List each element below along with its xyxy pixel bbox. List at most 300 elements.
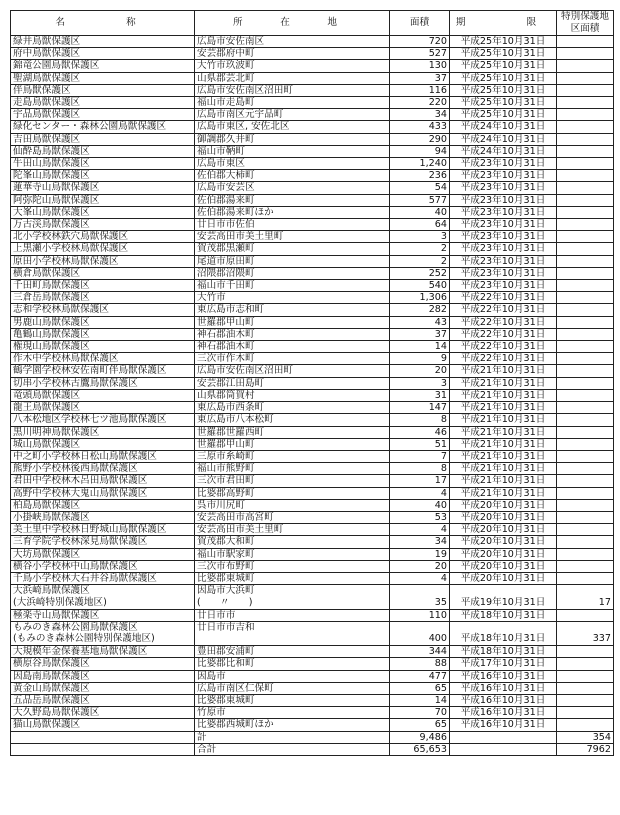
special-area [557, 109, 614, 121]
table-row [11, 231, 614, 243]
reserve-period: 平成22年10月31日 [450, 292, 557, 304]
reserve-name: 因島南鳥獣保護区 [11, 670, 195, 682]
reserve-period: 平成25年10月31日 [450, 84, 557, 96]
table-row [11, 572, 614, 584]
header-name: 名 称 [11, 11, 195, 36]
reserve-location: 三次市君田町 [195, 475, 390, 487]
special-area [557, 511, 614, 523]
special-area [557, 658, 614, 670]
reserve-period: 平成22年10月31日 [450, 328, 557, 340]
reserve-location: 東広島市八本松町 [195, 414, 390, 426]
reserve-name: 千田町鳥獣保護区 [11, 280, 195, 292]
reserve-area: 540 [390, 280, 450, 292]
table-row [11, 133, 614, 145]
reserve-name: 亀鶴山鳥獣保護区 [11, 328, 195, 340]
reserve-location: 安芸高田市美土里町 [195, 524, 390, 536]
reserve-name-line: 大浜崎鳥獣保護区 [13, 585, 90, 597]
special-area [557, 48, 614, 60]
reserve-location: 三原市糸崎町 [195, 450, 390, 462]
reserve-area: 2 [390, 243, 450, 255]
reserve-name: 万古渓鳥獣保護区 [11, 219, 195, 231]
reserve-name: 府中鳥獣保護区 [11, 48, 195, 60]
table-row [11, 109, 614, 121]
reserve-location: 広島市南区仁保町 [195, 682, 390, 694]
reserve-area: 64 [390, 219, 450, 231]
table-row [11, 389, 614, 401]
table-row [11, 304, 614, 316]
reserve-period: 平成21年10月31日 [450, 377, 557, 389]
reserve-name: 龍王鳥獣保護区 [11, 402, 195, 414]
reserve-location: 比婆郡東城町 [195, 694, 390, 706]
reserve-area: 94 [390, 145, 450, 157]
special-area [557, 365, 614, 377]
reserve-name: 三倉岳鳥獣保護区 [11, 292, 195, 304]
reserve-name: 大峯山鳥獣保護区 [11, 206, 195, 218]
table-row [11, 560, 614, 572]
table-row [11, 609, 614, 621]
reserve-name-line: (もみのき森林公園特別保護地区) [13, 633, 155, 645]
special-area [557, 84, 614, 96]
special-area [557, 158, 614, 170]
reserve-location: 世羅郡世羅西町 [195, 426, 390, 438]
special-area [557, 182, 614, 194]
reserve-period: 平成21年10月31日 [450, 487, 557, 499]
reserve-name: 中之町小学校林日松山鳥獣保護区 [11, 450, 195, 462]
reserve-name: 仙酔島鳥獣保護区 [11, 145, 195, 157]
reserve-name: 権現山鳥獣保護区 [11, 341, 195, 353]
table-row [11, 536, 614, 548]
reserve-period: 平成23年10月31日 [450, 255, 557, 267]
reserve-area: 14 [390, 694, 450, 706]
reserve-period: 平成23年10月31日 [450, 231, 557, 243]
table-row [11, 377, 614, 389]
table-row [11, 36, 614, 48]
special-area [557, 402, 614, 414]
total-period [450, 743, 557, 755]
reserve-location: 福山市鞆町 [195, 145, 390, 157]
special-area [557, 353, 614, 365]
reserve-location: 山県郡芸北町 [195, 72, 390, 84]
reserve-name: 伴鳥獣保護区 [11, 84, 195, 96]
reserve-area: 70 [390, 707, 450, 719]
special-area [557, 719, 614, 731]
table-row [11, 158, 614, 170]
reserve-period: 平成18年10月31日 [450, 609, 557, 621]
reserve-area: 527 [390, 48, 450, 60]
reserve-location: 佐伯郡湯来町ほか [195, 206, 390, 218]
reserve-period: 平成18年10月31日 [450, 621, 557, 645]
reserve-area: 46 [390, 426, 450, 438]
reserve-period: 平成25年10月31日 [450, 48, 557, 60]
reserve-area: 130 [390, 60, 450, 72]
table-row [11, 280, 614, 292]
reserve-location: 広島市東区 [195, 158, 390, 170]
header-location: 所 在 地 [195, 11, 390, 36]
reserve-period: 平成24年10月31日 [450, 121, 557, 133]
reserve-name: 緑井鳥獣保護区 [11, 36, 195, 48]
special-area [557, 219, 614, 231]
special-area [557, 560, 614, 572]
reserve-location: 山県郡筒賀村 [195, 389, 390, 401]
total-label: 計 [195, 731, 390, 743]
reserve-period: 平成22年10月31日 [450, 353, 557, 365]
reserve-area: 4 [390, 524, 450, 536]
special-area [557, 280, 614, 292]
reserve-location: 福山市駅家町 [195, 548, 390, 560]
special-area [557, 463, 614, 475]
reserve-location: 豊田郡安浦町 [195, 646, 390, 658]
reserve-area: 53 [390, 511, 450, 523]
reserve-location: 三次市布野町 [195, 560, 390, 572]
special-area [557, 316, 614, 328]
total-special-area: 7962 [557, 743, 614, 755]
special-area [557, 389, 614, 401]
table-row [11, 670, 614, 682]
reserve-name: 君田中学校林木呂田鳥獣保護区 [11, 475, 195, 487]
reserve-name: 陀峯山鳥獣保護区 [11, 170, 195, 182]
reserve-area: 31 [390, 389, 450, 401]
reserve-name: 八本松地区学校林七ツ池鳥獣保護区 [11, 414, 195, 426]
reserve-name: 聖湖鳥獣保護区 [11, 72, 195, 84]
special-area [557, 438, 614, 450]
reserve-area: 252 [390, 267, 450, 279]
special-area [557, 524, 614, 536]
table-row [11, 255, 614, 267]
reserve-area: 20 [390, 365, 450, 377]
reserve-period: 平成23年10月31日 [450, 243, 557, 255]
special-area [557, 414, 614, 426]
reserve-area: 8 [390, 463, 450, 475]
header-period: 期 限 [450, 11, 557, 36]
total-area: 9,486 [390, 731, 450, 743]
table-row [11, 292, 614, 304]
reserve-location: 大竹市玖波町 [195, 60, 390, 72]
reserve-period: 平成21年10月31日 [450, 402, 557, 414]
reserve-period: 平成20年10月31日 [450, 499, 557, 511]
reserve-period: 平成20年10月31日 [450, 572, 557, 584]
special-area [557, 682, 614, 694]
table-row [11, 206, 614, 218]
reserve-area: 7 [390, 450, 450, 462]
reserve-area: 65 [390, 719, 450, 731]
reserve-location: 広島市東区, 安佐北区 [195, 121, 390, 133]
special-area [557, 60, 614, 72]
header-row [11, 11, 614, 36]
reserve-area: 35 [390, 585, 450, 609]
reserve-period: 平成21年10月31日 [450, 365, 557, 377]
special-area [557, 133, 614, 145]
reserve-area: 14 [390, 341, 450, 353]
reserve-area: 4 [390, 572, 450, 584]
table-row [11, 194, 614, 206]
total-special-area: 354 [557, 731, 614, 743]
reserve-period: 平成21年10月31日 [450, 414, 557, 426]
reserve-name: 小掛峡鳥獣保護区 [11, 511, 195, 523]
reserve-period: 平成20年10月31日 [450, 548, 557, 560]
reserve-location: 福山市熊野町 [195, 463, 390, 475]
special-area [557, 426, 614, 438]
reserve-area: 720 [390, 36, 450, 48]
reserve-period: 平成17年10月31日 [450, 658, 557, 670]
reserve-period: 平成22年10月31日 [450, 304, 557, 316]
reserve-area: 40 [390, 206, 450, 218]
reserve-area: 220 [390, 97, 450, 109]
reserve-period: 平成21年10月31日 [450, 426, 557, 438]
special-area [557, 194, 614, 206]
special-area [557, 145, 614, 157]
special-area [557, 548, 614, 560]
reserve-period: 平成20年10月31日 [450, 524, 557, 536]
reserve-name: 北小学校林鉄穴鳥獣保護区 [11, 231, 195, 243]
reserve-location: 安芸郡江田島町 [195, 377, 390, 389]
reserve-area: 1,240 [390, 158, 450, 170]
reserve-period: 平成16年10月31日 [450, 670, 557, 682]
table-row [11, 487, 614, 499]
total-period [450, 731, 557, 743]
reserve-period: 平成21年10月31日 [450, 389, 557, 401]
reserve-area: 8 [390, 414, 450, 426]
table-row [11, 402, 614, 414]
reserve-area: 9 [390, 353, 450, 365]
special-area [557, 694, 614, 706]
reserve-area: 17 [390, 475, 450, 487]
reserve-period: 平成25年10月31日 [450, 109, 557, 121]
reserve-area: 4 [390, 487, 450, 499]
table-row [11, 438, 614, 450]
header-special-area: 特別保護地区面積 [557, 11, 614, 36]
reserve-period: 平成21年10月31日 [450, 463, 557, 475]
table-row [11, 60, 614, 72]
reserve-area: 43 [390, 316, 450, 328]
reserve-location: 沼隈郡沼隈町 [195, 267, 390, 279]
total-spacer [11, 731, 195, 743]
reserve-location: 広島市安佐南区沼田町 [195, 365, 390, 377]
reserve-name: 鶴学園学校林安佐南町伴鳥獣保護区 [11, 365, 195, 377]
reserve-location: 佐伯郡湯来町 [195, 194, 390, 206]
reserve-area: 88 [390, 658, 450, 670]
table-row [11, 658, 614, 670]
reserve-name: 作木中学校林鳥獣保護区 [11, 353, 195, 365]
reserve-location: 東広島市志和町 [195, 304, 390, 316]
header-area: 面積 [390, 11, 450, 36]
special-area [557, 97, 614, 109]
reserve-location: 廿日市市 [195, 609, 390, 621]
reserve-name: 大規模年金保養基地鳥獣保護区 [11, 646, 195, 658]
reserve-period: 平成23年10月31日 [450, 170, 557, 182]
reserve-location: 神石郡油木町 [195, 328, 390, 340]
table-row [11, 414, 614, 426]
special-area [557, 267, 614, 279]
reserve-name-line: (大浜崎特別保護地区) [13, 596, 107, 608]
reserve-location: 広島市南区元宇品町 [195, 109, 390, 121]
reserve-area: 400 [390, 621, 450, 645]
reserve-period: 平成21年10月31日 [450, 475, 557, 487]
table-row [11, 524, 614, 536]
table-row [11, 48, 614, 60]
special-area [557, 341, 614, 353]
reserve-name: 切串小学校林古鷹鳥獣保護区 [11, 377, 195, 389]
reserve-name: 五品岳鳥獣保護区 [11, 694, 195, 706]
reserve-location: 安芸高田市高宮町 [195, 511, 390, 523]
reserve-location: 比婆郡東城町 [195, 572, 390, 584]
reserve-period: 平成23年10月31日 [450, 158, 557, 170]
reserve-period: 平成24年10月31日 [450, 145, 557, 157]
reserve-area: 344 [390, 646, 450, 658]
table-row [11, 267, 614, 279]
reserve-name: 大坊鳥獣保護区 [11, 548, 195, 560]
reserve-area: 37 [390, 72, 450, 84]
reserve-location: 安芸高田市美土里町 [195, 231, 390, 243]
reserve-name: 熊野小学校林後西鳥獣保護区 [11, 463, 195, 475]
reserve-location: 広島市安佐南区沼田町 [195, 84, 390, 96]
reserve-period: 平成23年10月31日 [450, 267, 557, 279]
reserve-area: 20 [390, 560, 450, 572]
reserve-location: 福山市走島町 [195, 97, 390, 109]
reserve-name: 牛田山鳥獣保護区 [11, 158, 195, 170]
special-area [557, 707, 614, 719]
table-row [11, 341, 614, 353]
special-area [557, 499, 614, 511]
reserve-area: 37 [390, 328, 450, 340]
special-area [557, 328, 614, 340]
reserve-area: 477 [390, 670, 450, 682]
special-area [557, 487, 614, 499]
reserve-name: 阿弥陀山鳥獣保護区 [11, 194, 195, 206]
reserve-period: 平成19年10月31日 [450, 585, 557, 609]
reserve-area: 34 [390, 109, 450, 121]
table-row [11, 97, 614, 109]
table-row [11, 365, 614, 377]
reserve-period: 平成23年10月31日 [450, 182, 557, 194]
reserve-period: 平成23年10月31日 [450, 194, 557, 206]
reserve-location: 竹原市 [195, 707, 390, 719]
reserve-location: 安芸郡府中町 [195, 48, 390, 60]
special-area [557, 646, 614, 658]
reserve-period: 平成18年10月31日 [450, 646, 557, 658]
special-area [557, 609, 614, 621]
reserve-period: 平成25年10月31日 [450, 60, 557, 72]
reserve-period: 平成16年10月31日 [450, 682, 557, 694]
reserve-location: 神石郡油木町 [195, 341, 390, 353]
reserve-period: 平成21年10月31日 [450, 438, 557, 450]
reserve-period: 平成23年10月31日 [450, 280, 557, 292]
table-row [11, 499, 614, 511]
special-area [557, 536, 614, 548]
reserve-name [11, 585, 195, 609]
table-row [11, 182, 614, 194]
reserve-table-document [10, 10, 613, 756]
reserve-name: 黒川明神鳥獣保護区 [11, 426, 195, 438]
reserve-location: 世羅郡甲山町 [195, 438, 390, 450]
reserve-location: 呉市川尻町 [195, 499, 390, 511]
reserve-location: 東広島市西条町 [195, 402, 390, 414]
table-row [11, 585, 614, 609]
reserve-period: 平成22年10月31日 [450, 341, 557, 353]
reserve-location: 比婆郡高野町 [195, 487, 390, 499]
reserve-name: 上黒瀬小学校林鳥獣保護区 [11, 243, 195, 255]
special-area [557, 292, 614, 304]
reserve-name: 蓮華寺山鳥獣保護区 [11, 182, 195, 194]
reserve-period: 平成23年10月31日 [450, 219, 557, 231]
special-area [557, 72, 614, 84]
special-area [557, 243, 614, 255]
reserve-period: 平成25年10月31日 [450, 72, 557, 84]
table-row [11, 426, 614, 438]
reserve-location: 広島市安佐南区 [195, 36, 390, 48]
reserve-area: 282 [390, 304, 450, 316]
reserve-name [11, 621, 195, 645]
special-area: 17 [557, 585, 614, 609]
reserve-area: 51 [390, 438, 450, 450]
reserve-area: 577 [390, 194, 450, 206]
reserve-location: 廿日市市佐伯 [195, 219, 390, 231]
reserve-location-line [197, 633, 387, 645]
special-area [557, 36, 614, 48]
reserve-period: 平成23年10月31日 [450, 206, 557, 218]
table-row [11, 463, 614, 475]
total-row [11, 731, 614, 743]
reserve-period: 平成21年10月31日 [450, 450, 557, 462]
reserve-name: 走島鳥獣保護区 [11, 97, 195, 109]
reserve-location-line: 因島市大浜町 [197, 585, 255, 597]
reserve-period: 平成25年10月31日 [450, 36, 557, 48]
reserve-location [195, 621, 390, 645]
table-row [11, 450, 614, 462]
total-area: 65,653 [390, 743, 450, 755]
reserve-area: 34 [390, 536, 450, 548]
reserve-name: 志和学校林鳥獣保護区 [11, 304, 195, 316]
reserve-location: 賀茂郡黒瀬町 [195, 243, 390, 255]
table-row [11, 719, 614, 731]
reserve-location [195, 585, 390, 609]
reserve-location-line: 廿日市市吉和 [197, 621, 255, 633]
reserve-name: 横原谷鳥獣保護区 [11, 658, 195, 670]
reserve-period: 平成20年10月31日 [450, 511, 557, 523]
reserve-name: 黄金山鳥獣保護区 [11, 682, 195, 694]
special-area [557, 304, 614, 316]
reserve-period: 平成25年10月31日 [450, 97, 557, 109]
reserve-name: 錦竜公園鳥獣保護区 [11, 60, 195, 72]
table-row [11, 548, 614, 560]
reserve-period: 平成22年10月31日 [450, 316, 557, 328]
table-row [11, 646, 614, 658]
reserve-period: 平成16年10月31日 [450, 719, 557, 731]
reserve-area: 236 [390, 170, 450, 182]
reserve-period: 平成24年10月31日 [450, 133, 557, 145]
table-row [11, 84, 614, 96]
reserve-period: 平成16年10月31日 [450, 707, 557, 719]
table-row [11, 621, 614, 645]
table-row [11, 707, 614, 719]
reserve-name: 緑化センター・森林公園鳥獣保護区 [11, 121, 195, 133]
reserve-name: 竜頭鳥獣保護区 [11, 389, 195, 401]
reserve-name: 美土里中学校林日野城山鳥獣保護区 [11, 524, 195, 536]
table-row [11, 511, 614, 523]
reserve-name-line: もみのき森林公園鳥獣保護区 [13, 621, 138, 633]
reserve-period: 平成20年10月31日 [450, 536, 557, 548]
reserve-period: 平成16年10月31日 [450, 694, 557, 706]
reserve-location: 尾道市原田町 [195, 255, 390, 267]
table-row [11, 328, 614, 340]
reserve-location: 因島市 [195, 670, 390, 682]
reserve-location-line: ( 〃 ) [197, 596, 253, 608]
table-row [11, 694, 614, 706]
special-area: 337 [557, 621, 614, 645]
reserve-location: 賀茂郡大和町 [195, 536, 390, 548]
special-area [557, 475, 614, 487]
reserve-location: 三次市作木町 [195, 353, 390, 365]
reserve-name: 宇品鳥獣保護区 [11, 109, 195, 121]
